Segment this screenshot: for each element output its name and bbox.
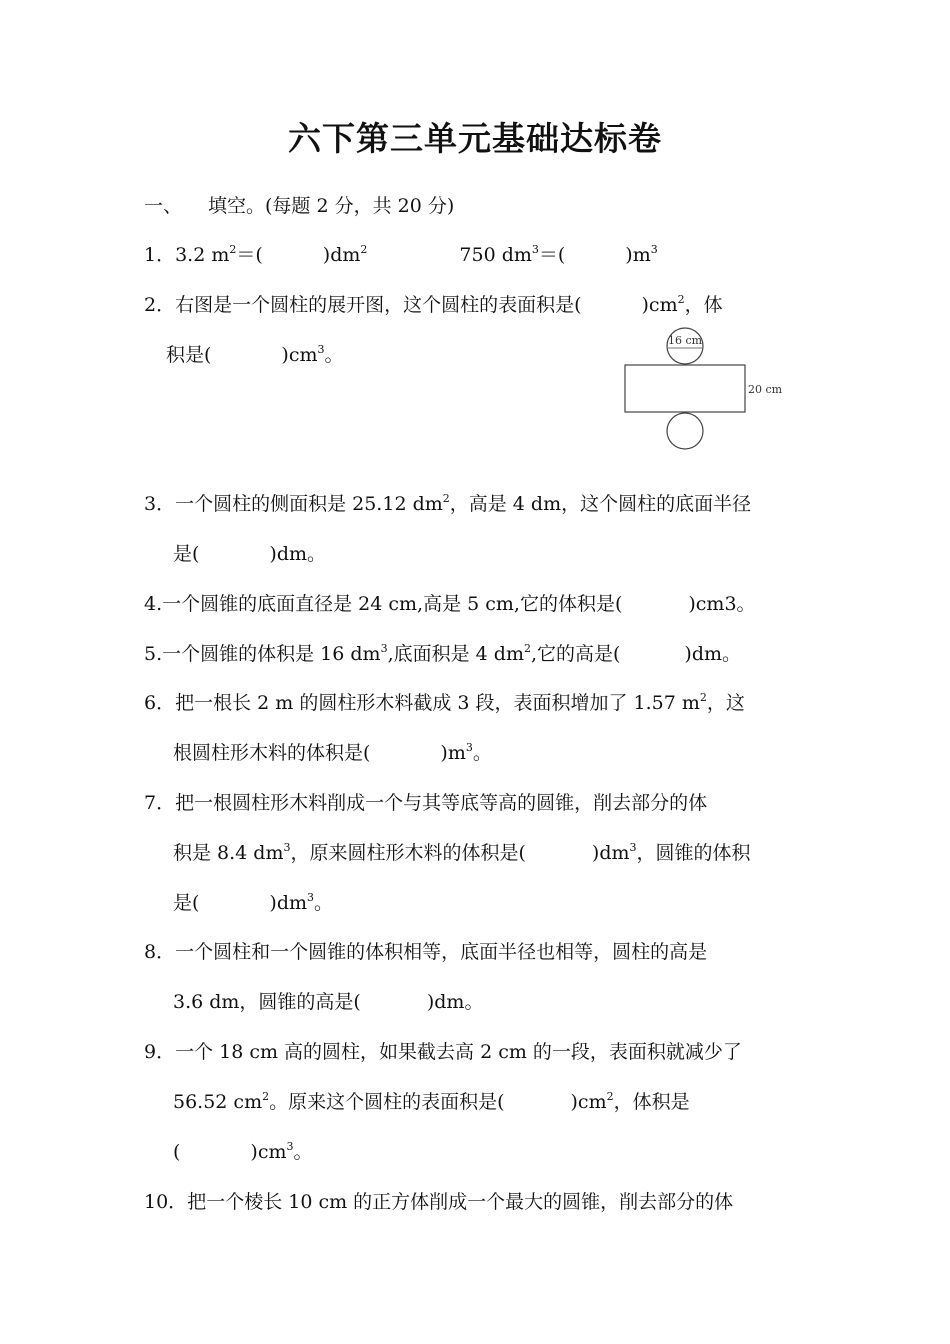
height-label: 20 cm xyxy=(748,383,783,396)
cylinder-net-diagram xyxy=(620,326,790,456)
question-9-line-1: 9．一个 18 cm 高的圆柱，如果截去高 2 cm 的一段，表面积就减少了 xyxy=(144,1041,742,1063)
question-6-line-1: 6．把一根长 2 m 的圆柱形木料截成 3 段，表面积增加了 1.57 $m^2$，这 xyxy=(144,691,745,714)
section-heading: 一、 填空。(每题 2 分，共 20 分) xyxy=(144,195,455,217)
question-7-line-3: 是( )$dm^3$。 xyxy=(173,891,334,914)
question-4: 4.一个圆锥的底面直径是 24 cm,高是 5 cm,它的体积是( )cm3。 xyxy=(144,593,756,615)
question-5: 5.一个圆锥的体积是 16 $dm^3$,底面积是 4 $dm^2$,它的高是( )dm。 xyxy=(144,642,742,665)
question-1: 1．3.2 $m^2=$( )$dm^2$ 750 $dm^3=$( )$m^3$ xyxy=(144,243,658,266)
question-9-line-3: ( )$cm^3$。 xyxy=(173,1140,313,1163)
question-7-line-1: 7．把一根圆柱形木料削成一个与其等底等高的圆锥，削去部分的体 xyxy=(144,792,708,814)
diameter-label: 16 cm xyxy=(667,334,703,347)
bottom-circle xyxy=(667,413,703,449)
question-9-line-2: 56.52 $cm^2$。原来这个圆柱的表面积是( )$cm^2$，体积是 xyxy=(173,1090,690,1113)
page-title: 六下第三单元基础达标卷 xyxy=(288,119,662,158)
question-3-line-2: 是( )dm。 xyxy=(173,543,327,565)
question-7-line-2: 积是 8.4 $dm^3$，原来圆柱形木料的体积是( )$dm^3$，圆锥的体积 xyxy=(173,841,751,864)
question-6-line-2: 根圆柱形木料的体积是( )$m^3$。 xyxy=(173,741,492,764)
question-10-line-1: 10．把一个棱长 10 cm 的正方体削成一个最大的圆锥，削去部分的体 xyxy=(144,1191,734,1213)
question-2-line-2: 积是( )$cm^3$。 xyxy=(166,343,344,366)
question-8-line-2: 3.6 dm，圆锥的高是( )dm。 xyxy=(173,991,484,1013)
question-3-line-1: 3．一个圆柱的侧面积是 25.12 $dm^2$，高是 4 dm，这个圆柱的底面半径 xyxy=(144,492,752,515)
lateral-rectangle xyxy=(625,365,745,412)
question-2-line-1: 2．右图是一个圆柱的展开图，这个圆柱的表面积是( )$cm^2$，体 xyxy=(144,293,723,316)
question-8-line-1: 8．一个圆柱和一个圆锥的体积相等，底面半径也相等，圆柱的高是 xyxy=(144,941,708,963)
